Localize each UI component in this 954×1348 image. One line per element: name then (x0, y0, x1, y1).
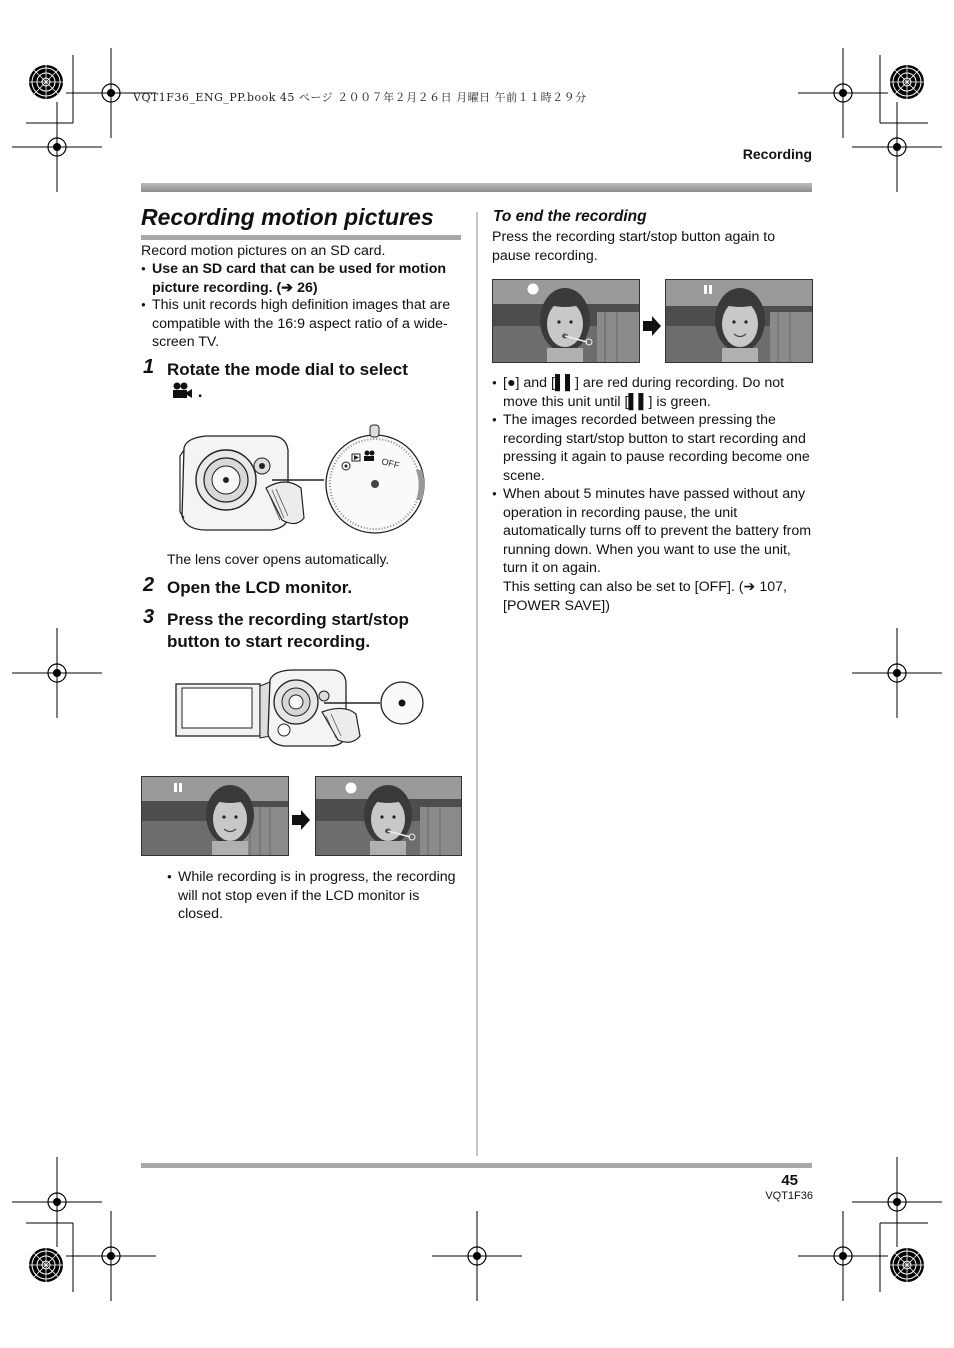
arrow-right-icon (643, 316, 661, 336)
record-button-icon (399, 700, 406, 707)
scene-photo-recording (492, 279, 640, 363)
intro-bullet: ● This unit records high definition images that are compatible with the 16:9 aspect ratio of a wide-screen TV. (141, 296, 472, 352)
intro-bullet: ● Use an SD card that can be used for motion picture recording. (➔ 26) (141, 260, 472, 297)
motion-picture-mode-icon (171, 382, 193, 399)
section-header: Recording (742, 146, 812, 162)
right-bullet: ● [●] and [▌▌] are red during recording. Do not move this unit until [▌▌] is green. (492, 374, 815, 411)
right-bullet: ● When about 5 minutes have passed without any operation in recording pause, the unit automatically turns off to prevent the battery from running down. When you want to use the unit, turn it on again. (492, 485, 819, 578)
scene-photo-pause (665, 279, 813, 363)
scene-photo-pause (141, 776, 289, 856)
power-save-note: This setting can also be set to [OFF]. (➔ 107, [POWER SAVE]) (503, 579, 787, 614)
step-label: Rotate the mode dial to select (167, 360, 408, 379)
step3-note: ● While recording is in progress, the recording will not stop even if the LCD monitor is closed. (167, 868, 463, 924)
lens-note: The lens cover opens automatically. (167, 551, 390, 567)
end-recording-text: Press the recording start/stop button again to pause recording. (492, 229, 776, 264)
print-info: VQT1F36_ENG_PP.book 45 ページ ２００７年２月２６日 月曜日 午前１１時２９分 (133, 91, 587, 104)
model-code: VQT1F36 (765, 1190, 813, 1202)
dial-off-label: OFF (380, 456, 401, 471)
column-divider (476, 212, 478, 1156)
step-text: Open the LCD monitor. (167, 578, 353, 597)
step-text (167, 359, 408, 403)
registration-burst-icon (29, 1248, 63, 1282)
right-bullet: ● The images recorded between pressing the recording start/stop button to start recording and pressing it again to pause recording become one scene. (492, 411, 815, 485)
scene-photo-recording (315, 776, 462, 856)
step-number: 1 (143, 356, 155, 378)
arrow-right-icon (292, 810, 310, 830)
registration-burst-icon (890, 1248, 924, 1282)
page-number: 45 (781, 1172, 798, 1189)
title-rule (141, 235, 461, 240)
step-text: Press the recording start/stop button to start recording. (167, 610, 409, 651)
top-rule (141, 183, 812, 192)
registration-burst-icon (29, 65, 63, 99)
camera-record-button-illustration (174, 666, 426, 752)
camera-mode-dial-illustration (176, 420, 426, 538)
step-suffix: . (197, 382, 203, 401)
step-number: 3 (143, 606, 155, 628)
step-number: 2 (143, 574, 155, 596)
bottom-rule (141, 1163, 812, 1168)
intro-text: Record motion pictures on an SD card. (141, 243, 386, 259)
page-title: Recording motion pictures (141, 204, 434, 230)
subheading: To end the recording (493, 208, 647, 225)
registration-burst-icon (890, 65, 924, 99)
